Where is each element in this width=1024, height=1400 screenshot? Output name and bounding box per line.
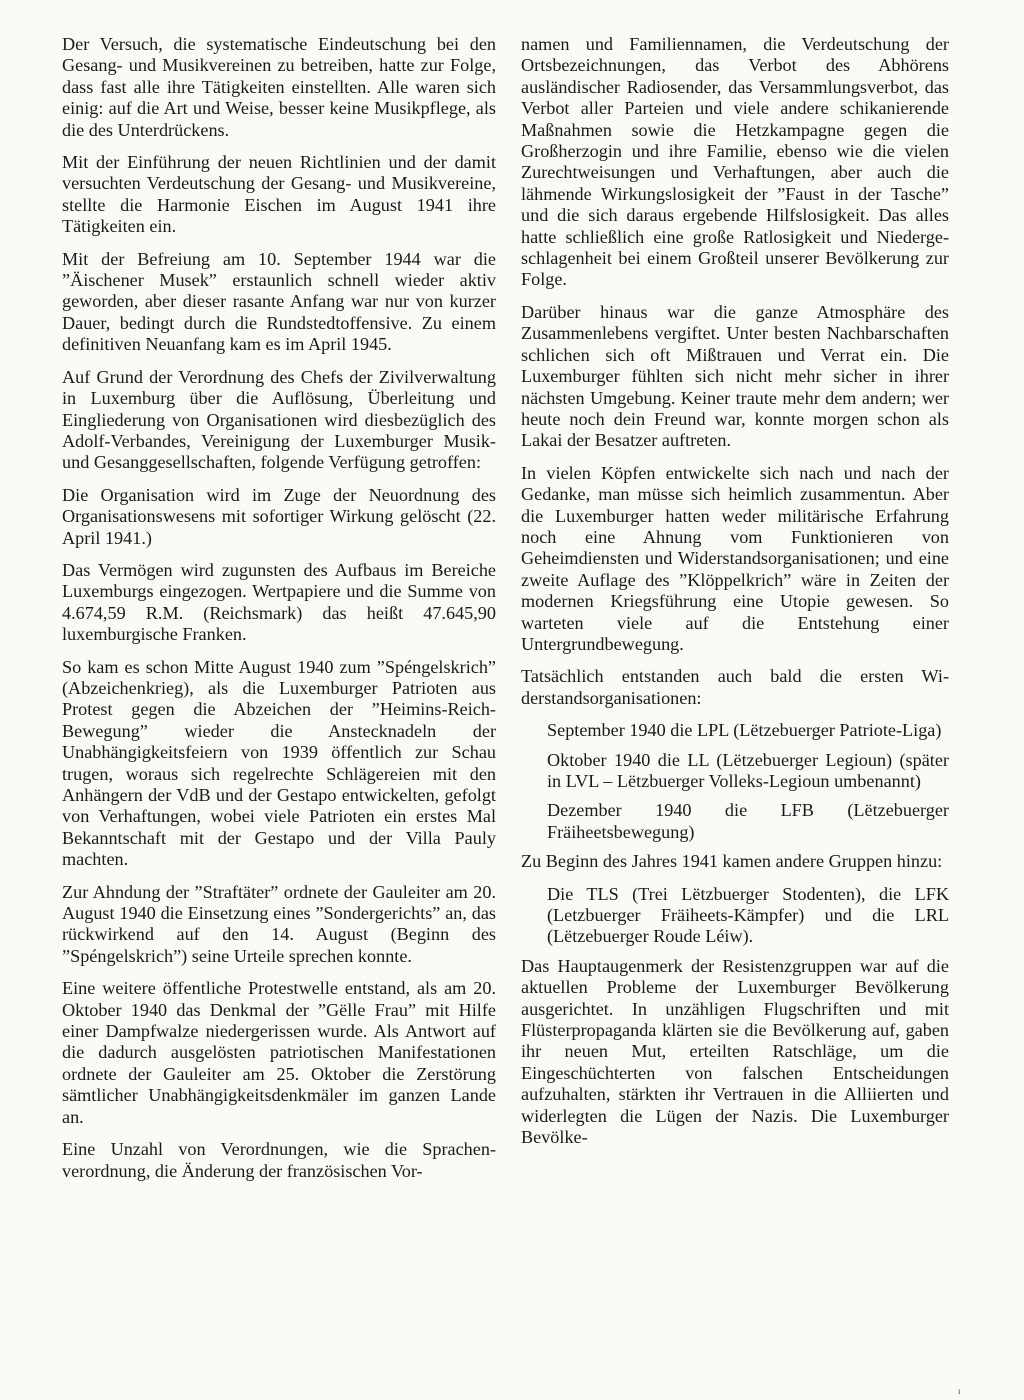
paragraph: Das Vermögen wird zugunsten des Aufbaus im Bereiche Luxemburgs eingezogen. Wertpapiere und die Summe von 4.674,59 R.M. (Reichsmark) das heißt 47.645,90 luxemburgische Franken.: [62, 559, 496, 645]
resistance-group-entry: September 1940 die LPL (Lëtzebuerger Patriote-Liga): [547, 720, 942, 741]
paragraph: Mit der Einführung der neuen Richtlinien und der damit versuchten Verdeutschung der Gesang- und Musikvereine, stellte die Harmonie Eischen im August 1941 ihre Tätigkeiten ein.: [62, 152, 496, 237]
paragraph: In vielen Köpfen entwickelte sich nach und nach der Gedanke, man müsse sich heimlich zusammentun. Aber die Luxemburger hatten weder militärische Erfahrung noch eine Ahnung vom Funktionieren von Geheimdiensten und Widerstandsorganisationen; und eine zweite Auflage des ”Klöppelkrich” wäre in Zeiten der modernen Kriegsführung eine Utopie gewesen. So warteten viele auf die Entstehung einer Untergrundbewegung.: [521, 462, 949, 654]
paragraph: Die Organisation wird im Zuge der Neuordnung des Organisationswesens mit sofortiger Wirkung gelöscht (22. April 1941.): [62, 484, 496, 548]
paragraph: namen und Familiennamen, die Verdeutschung der Ortsbezeichnungen, das Verbot des Abhörens ausländischer Radiosender, das Versammlungsverbot, das Verbot aller Parteien und viele andere schikanierende Maßnahmen sowie die Hetzkampagne gegen die Großherzogin und ihre Familie, ebenso wie die vielen Zurechtweisungen und Verhaftungen, aber auch die lähmende Wirkungslosigkeit der ”Faust in der Tasche” und die sich daraus ergebende Hilfslosigkeit. Das alles hatte schließlich eine große Ratlosigkeit und Niedergeschlagenheit bei einem Großteil unserer Bevölkerung zur Folge.: [521, 34, 949, 290]
paragraph: Tatsächlich entstanden auch bald die ersten Widerstandsorganisationen:: [521, 666, 949, 708]
left-text-column: [62, 34, 496, 1193]
resistance-group-entry: Oktober 1940 die LL (Lëtzebuerger Legioun) (später in LVL – Lëtzbuerger Volleks-Legioun umbenannt): [547, 749, 949, 791]
paragraph: So kam es schon Mitte August 1940 zum ”Spéngelskrich” (Abzeichenkrieg), als die Luxemburger Patrioten aus Protest gegen die Abzeichen der ”Heimins-Reich-Bewegung” wieder die Anstecknadeln der Unabhängigkeitsfeiern von 1939 öffentlich zur Schau trugen, woraus sich regelrechte Schlägereien mit den Anhängern der VdB und der Gestapo entwickelten, gefolgt von Verhaftungen, wobei viele Patrioten ein erstes Mal Bekanntschaft mit der Gestapo und der Villa Pauly machten.: [62, 656, 496, 870]
paragraph: Mit der Befreiung am 10. September 1944 war die ”Äischener Musek” erstaunlich schnell wieder aktiv geworden, aber dieser rasante Anfang war nur von kurzer Dauer, bedingt durch die Rundstedtoffensive. Zu einem definitiven Neuanfang kam es im April 1945.: [62, 248, 496, 355]
resistance-group-entry: Die TLS (Trei Lëtzbuerger Stodenten), die LFK (Letzbuerger Fräiheets-Kämpfer) und die LRL (Lëtzebuerger Roude Léiw).: [547, 883, 949, 947]
paragraph: Eine weitere öffentliche Protestwelle entstand, als am 20. Oktober 1940 das Denkmal der ”Gëlle Frau” mit Hilfe einer Dampfwalze niedergerissen wurde. Als Antwort auf die dadurch ausgelösten patriotischen Manifestationen ordnete der Gauleiter am 25. Oktober die Zerstörung sämtlicher Unabhängigkeitsdenkmäler im ganzen Lande an.: [62, 978, 496, 1127]
paragraph: Zu Beginn des Jahres 1941 kamen andere Gruppen hinzu:: [521, 851, 943, 872]
page-corner-mark: ı: [958, 1386, 961, 1396]
paragraph: Eine Unzahl von Verordnungen, wie die Sprachenverordnung, die Änderung der französischen Vor-: [62, 1139, 496, 1181]
paragraph: Zur Ahndung der ”Straftäter” ordnete der Gauleiter am 20. August 1940 die Einsetzung eines ”Sondergerichts” an, das rückwirkend auf den 14. August (Beginn des ”Spéngelskrich”) seine Urteile sprechen konnte.: [62, 881, 496, 966]
paragraph: Der Versuch, die systematische Eindeutschung bei den Gesang- und Musikvereinen zu betreiben, hatte zur Folge, dass fast alle ihre Tätigkeiten einstellten. Alle waren sich einig: auf die Art und Weise, besser keine Musikpflege, als die des Unterdrückens.: [62, 34, 496, 140]
resistance-group-entry: Dezember 1940 die LFB (Lëtzebuerger Fräiheetsbewegung): [547, 800, 949, 842]
paragraph: Das Hauptaugenmerk der Resistenzgruppen war auf die aktuellen Probleme der Luxemburger Bevölkerung ausgerichtet. In unzähligen Flugschriften und mit Flüsterpropaganda klärten sie die Bevölkerung auf, gaben ihr neuen Mut, erteilten Ratschläge, um die Eingeschüchterten von falschen Entscheidungen aufzuhalten, stärkten ihr Vertrauen in die Alliierten und widerlegten die Lügen der Nazis. Die Luxemburger Bevölke-: [521, 955, 949, 1148]
right-text-column: [521, 34, 949, 1160]
paragraph: Darüber hinaus war die ganze Atmosphäre des Zusammenlebens vergiftet. Unter besten Nachbarschaften schlichen sich oft Mißtrauen und Verrat ein. Die Luxemburger fühlten sich nicht mehr sicher in ihrer nächsten Umgebung. Keiner traute mehr dem andern; wer heute noch dein Freund war, konnte morgen schon als Lakai der Besatzer auftreten.: [521, 301, 949, 451]
paragraph: Auf Grund der Verordnung des Chefs der Zivilverwaltung in Luxemburg über die Auflösung, Überleitung und Eingliederung von Organisationen wird diesbezüglich des Adolf-Verbandes, Vereinigung der Luxemburger Musik- und Gesanggesellschaften, folgende Verfügung getroffen:: [62, 366, 496, 473]
